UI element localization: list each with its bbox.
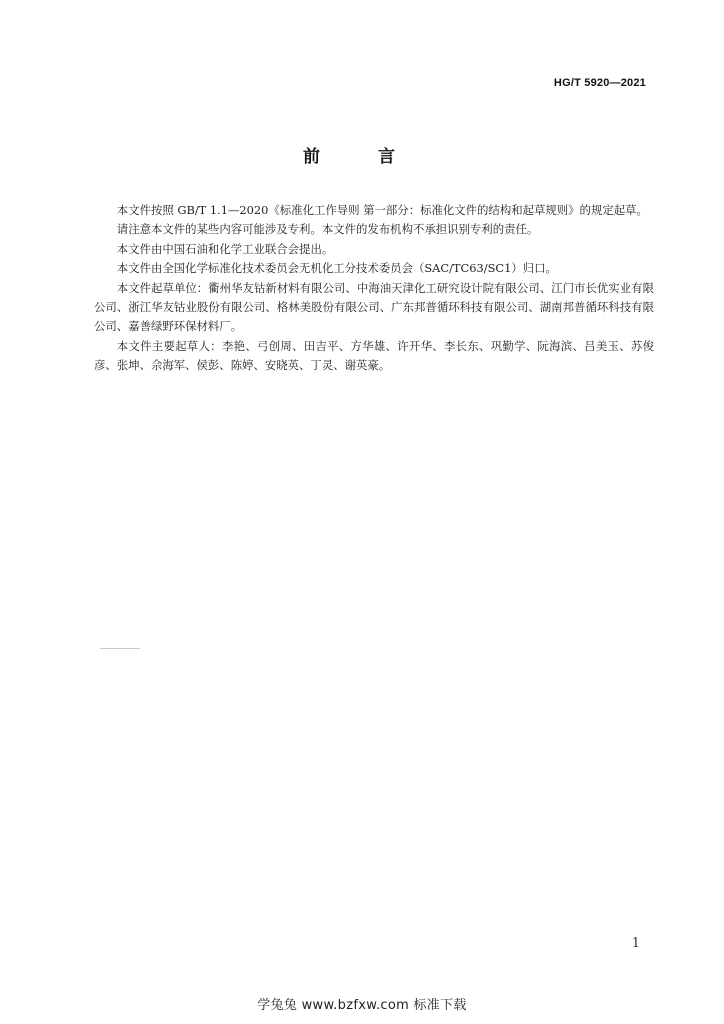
paragraph-drafting-rules: 本文件按照 GB/T 1.1—2020《标准化工作导则 第一部分：标准化文件的结构和起草规则》的规定起草。 (116, 203, 648, 217)
scan-artifact-line (100, 648, 140, 649)
paragraph-proposed-by: 本文件由中国石油和化学工业联合会提出。 (116, 241, 334, 256)
paragraph-drafting-units: 本文件起草单位：衢州华友钴新材料有限公司、中海油天津化工研究设计院有限公司、江门市长优实业有限公司、浙江华友钴业股份有限公司、格林美股份有限公司、广东邦普循环科技有限公司、湖南邦普循环科技有限公司、嘉善绿野环保材料厂。 (94, 280, 654, 334)
foreword-body (94, 201, 654, 376)
page-title: 前 言 (303, 147, 421, 167)
standard-code-header: HG/T 5920—2021 (553, 77, 646, 89)
footer-watermark: 学兔兔 www.bzfxw.com 标准下载 (257, 998, 467, 1013)
page-number: 1 (631, 936, 640, 951)
paragraph-patent-notice: 请注意本文件的某些内容可能涉及专利。本文件的发布机构不承担识别专利的责任。 (116, 222, 539, 237)
paragraph-administered-by: 本文件由全国化学标准化技术委员会无机化工分技术委员会（SAC/TC63/SC1）归口。 (116, 261, 557, 276)
paragraph-drafters: 本文件主要起草人：李艳、弓创周、田吉平、方华雄、许开华、李长东、巩勤学、阮海滨、吕美玉、苏俊彦、张坤、佘海军、侯彭、陈婷、安晓英、丁灵、谢英豪。 (94, 338, 654, 373)
